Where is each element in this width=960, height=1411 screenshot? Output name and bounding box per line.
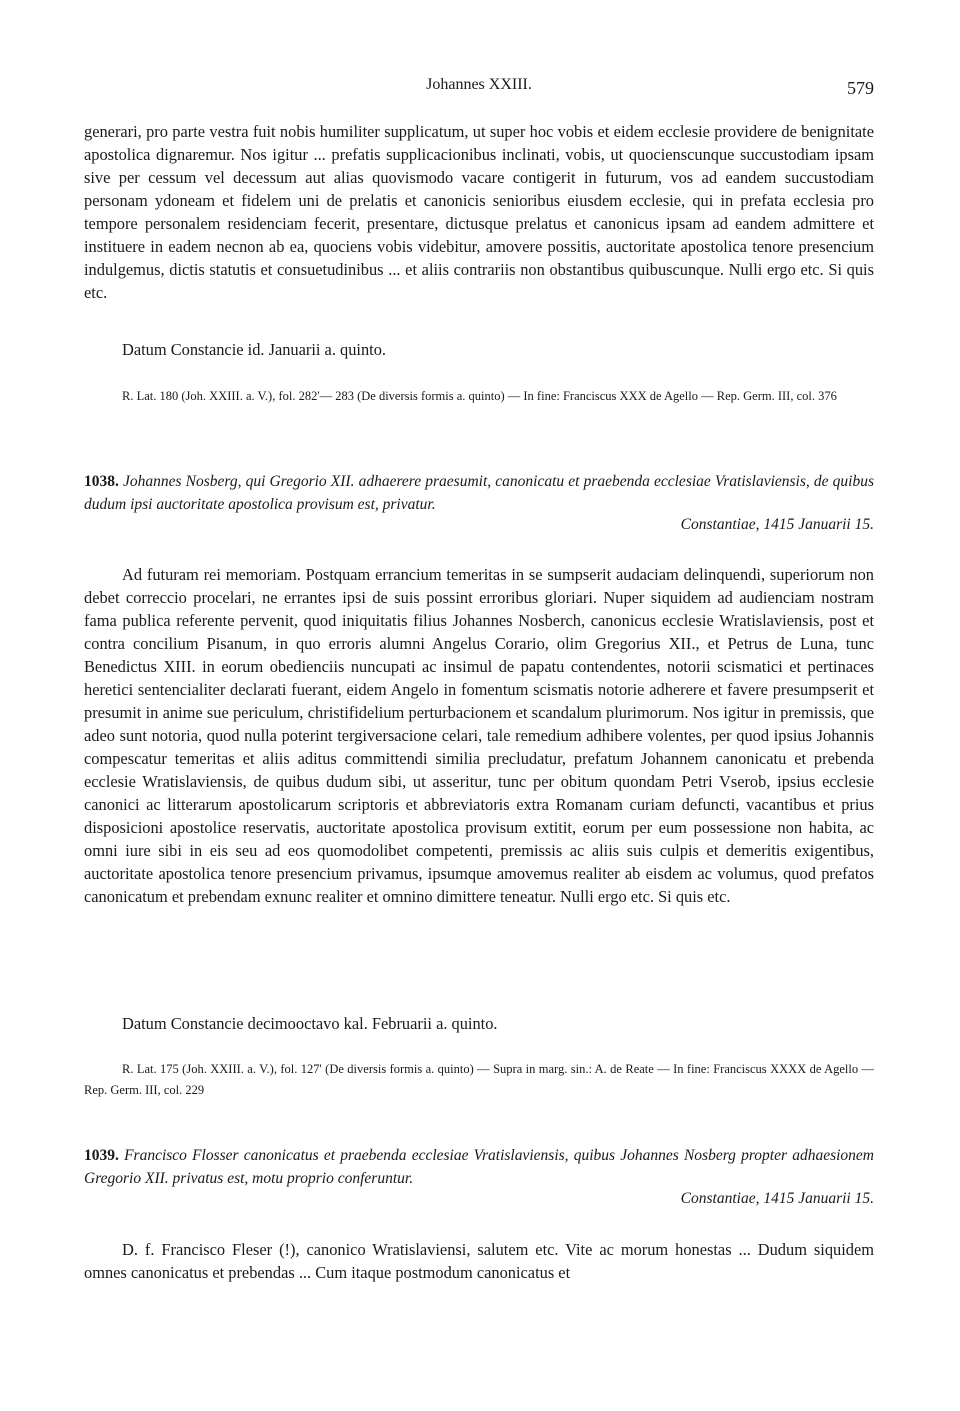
entry-1038-title: Johannes Nosberg, qui Gregorio XII. adhaerere praesumit, canonicatu et praebenda ecclesiae Vratislaviensis, de quibus dudum ipsi auctoritate apostolica provisum est, privatur.	[84, 473, 874, 513]
continuation-datum: Datum Constancie id. Januarii a. quinto.	[122, 340, 387, 359]
running-head: Johannes XXIII.	[426, 76, 532, 93]
page-number: 579	[847, 78, 874, 98]
continuation-reference: R. Lat. 180 (Joh. XXIII. a. V.), fol. 282'— 283 (De diversis formis a. quinto) — In fine: Franciscus XXX de Agello — Rep. Germ. III, col. 376	[122, 389, 837, 403]
page-header	[84, 76, 874, 100]
entry-1039-number: 1039.	[84, 1147, 119, 1164]
entry-1038-datum: Datum Constancie decimooctavo kal. Februarii a. quinto.	[122, 1014, 498, 1033]
entry-1039-text: D. f. Francisco Fleser (!), canonico Wratislaviensi, salutem etc. Vite ac morum honestas ... Dudum siquidem omnes canonicatus et prebendas ... Cum itaque postmodum canonicatus et	[84, 1240, 874, 1282]
entry-1039-place-date: Constantiae, 1415 Januarii 15.	[680, 1190, 874, 1207]
entry-1038-text: Ad futuram rei memoriam. Postquam errancium temeritas in se sumpserit audaciam delinquendi, superiorum non debet correccio procelari, ne errantes ipsi de suis possint erroribus gloriari. Nuper siquidem ad audienciam nostram fama publica referente pervenit, quod iniquitatis filius Johannes Nosberch, canonicus ecclesie Wratislaviensis, post et contra concilium Pisanum, in quo erroris alumni Angelus Corario, olim Gregorius XII., et Petrus de Luna, tunc Benedictus XIII. in eorum obedienciis nuncupati ac insimul de papatu contendentes, notorii scismatici et pertinaces heretici sentencialiter declarati fuerant, eidem Angelo in fomentum scismatis notorie adherere et favere presumpserit et presumit in anime sue periculum, christifidelium perturbacionem et scandalum plurimorum. Nos igitur in premissis, que adeo sunt notoria, quod nulla poterint tergiversacione celari, tale remedium adhibere volentes, per quod ipsius Johannis compescatur temeritas et aliis aditus committendi similia precludatur, prefatum Johannem canonicatu et prebenda ecclesie Wratislaviensis, de quibus dudum sibi, ut asseritur, tunc per obitum quondam Petri Vserob, ipsius ecclesie canonici ac litterarum apostolicarum scriptoris et abbreviatoris extra Romanam curiam defuncti, vacantibus et prius disposicioni apostolice reservatis, auctoritate apostolica provisum extitit, eorum per eum possessione non habita, ac omni iure sibi in eis seu ad eos quomodolibet competenti, premissis ac aliis suis culpis et demeritis exigentibus, auctoritate apostolica tenore presencium privamus, ipsumque amovemus realiter ab eisdem ac volumus, quod prefatos canonicatum et prebendam exnunc realiter et omnino dimittere teneatur. Nulli ergo etc. Si quis etc.	[84, 565, 874, 906]
entry-1038-heading	[84, 470, 874, 516]
entry-1038-place-date: Constantiae, 1415 Januarii 15.	[680, 516, 874, 533]
entry-1039-heading	[84, 1144, 874, 1190]
entry-1038-number: 1038.	[84, 473, 119, 490]
entry-1039-title: Francisco Flosser canonicatus et praebenda ecclesiae Vratislaviensis, quibus Johannes Nosberg propter adhaesionem Gregorio XII. privatus est, motu proprio conferuntur.	[84, 1147, 875, 1187]
continuation-text: generari, pro parte vestra fuit nobis humiliter supplicatum, ut super hoc vobis et eidem ecclesie providere de benignitate apostolica dignaremur. Nos igitur ... prefatis supplicacionibus inclinati, vobis, ut quocienscunque succustodiam ipsam sive per cessum vel decessum aut alias quovismodo vacare contigerit in futurum, vos ad eandem succustodiam personam ydoneam et fidelem uni de prelatis et canonicis senioribus eiusdem ecclesie, qui in prefata ecclesia pro tempore personalem residenciam fecerit, presentare, dictusque prelatus et canonicus ipsam ad eandem admittere et instituere in eadem necnon ab ea, quociens vobis videbitur, amovere possitis, auctoritate apostolica tenore presencium indulgemus, dictis statutis et consuetudinibus ... et aliis contrariis non obstantibus quibuscunque. Nulli ergo etc. Si quis etc.	[84, 122, 874, 302]
entry-1038-reference: R. Lat. 175 (Joh. XXIII. a. V.), fol. 127' (De diversis formis a. quinto) — Supra in marg. sin.: A. de Reate — In fine: Franciscus XXXX de Agello — Rep. Germ. III, col. 229	[84, 1062, 874, 1097]
